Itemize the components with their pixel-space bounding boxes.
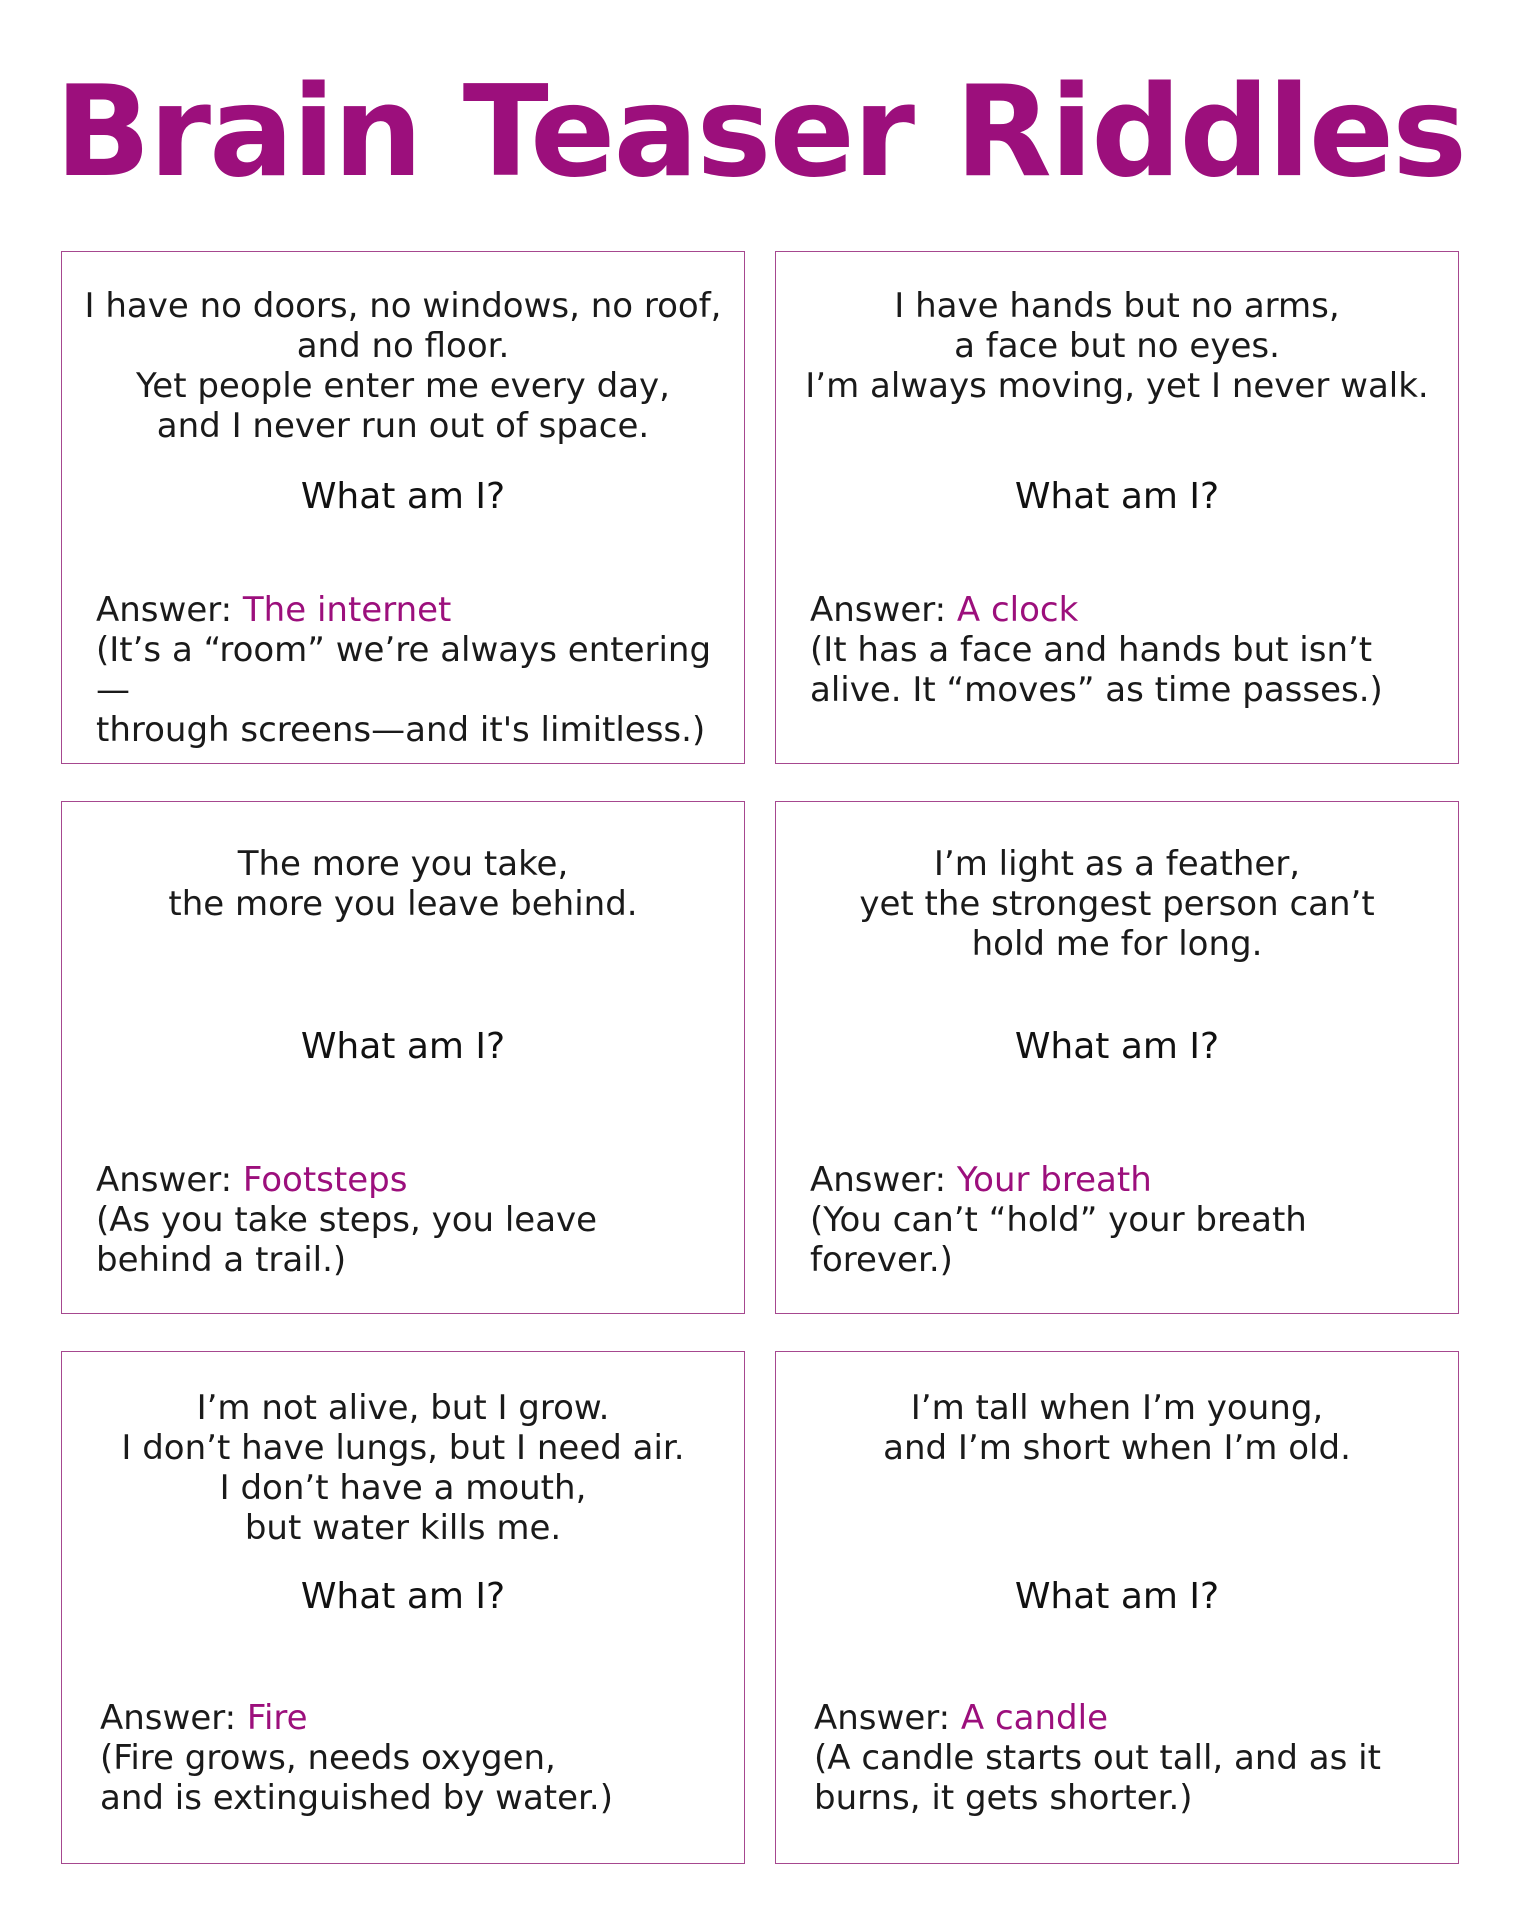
riddle-line: and I’m short when I’m old.: [883, 1428, 1351, 1468]
riddle-question: What am I?: [300, 1576, 506, 1617]
answer-line: [100, 1698, 724, 1738]
answer-block: [814, 1698, 1438, 1818]
answer-label: Answer:: [810, 590, 947, 630]
answer-block: [96, 590, 724, 750]
answer-explanation-line: behind a trail.): [96, 1240, 347, 1280]
riddle-line: I’m tall when I’m young,: [910, 1388, 1324, 1428]
riddle-line: the more you leave behind.: [168, 884, 638, 924]
riddle-line: hold me for long.: [971, 924, 1263, 964]
riddle-text: [78, 1388, 728, 1548]
riddle-text: [78, 844, 728, 924]
riddle-text: [792, 1388, 1442, 1468]
answer-explanation-line: (A candle starts out tall, and as it: [814, 1738, 1381, 1778]
riddle-text: [78, 286, 728, 446]
page-title: Brain Teaser Riddles: [54, 58, 1466, 205]
answer-block: [100, 1698, 724, 1818]
riddle-line: and no floor.: [296, 326, 510, 366]
riddle-question: What am I?: [300, 476, 506, 517]
riddle-line: yet the strongest person can’t: [859, 884, 1375, 924]
answer-explanation-line: (It has a face and hands but isn’t: [810, 630, 1373, 670]
riddle-line: a face but no eyes.: [954, 326, 1280, 366]
answer-label: Answer:: [96, 1160, 233, 1200]
riddle-card-footsteps: [61, 801, 745, 1314]
riddle-line: I’m not alive, but I grow.: [196, 1388, 610, 1428]
riddle-question: What am I?: [1014, 476, 1220, 517]
riddle-line: I don’t have lungs, but I need air.: [121, 1428, 685, 1468]
answer-explanation-line: forever.): [810, 1240, 953, 1280]
riddle-question: What am I?: [1014, 1576, 1220, 1617]
answer-explanation-line: burns, it gets shorter.): [814, 1778, 1193, 1818]
riddle-line: I don’t have a mouth,: [219, 1468, 587, 1508]
answer-line: [810, 1160, 1438, 1200]
riddle-question: What am I?: [300, 1026, 506, 1067]
riddle-card-fire: [61, 1351, 745, 1864]
riddle-line: I have hands but no arms,: [894, 286, 1340, 326]
answer-label: Answer:: [814, 1698, 951, 1738]
riddle-card-candle: [775, 1351, 1459, 1864]
answer-value: Fire: [246, 1698, 308, 1738]
answer-line: [814, 1698, 1438, 1738]
answer-block: [810, 1160, 1438, 1280]
answer-label: Answer:: [810, 1160, 947, 1200]
riddle-card-breath: [775, 801, 1459, 1314]
answer-line: [96, 590, 724, 630]
riddle-card-clock: [775, 251, 1459, 764]
answer-value: The internet: [242, 590, 452, 630]
answer-line: [810, 590, 1438, 630]
answer-block: [810, 590, 1438, 710]
answer-value: Your breath: [956, 1160, 1152, 1200]
answer-value: A candle: [960, 1698, 1108, 1738]
answer-block: [96, 1160, 724, 1280]
riddle-line: Yet people enter me every day,: [136, 366, 670, 406]
riddle-text: [792, 286, 1442, 406]
riddle-line: I’m always moving, yet I never walk.: [805, 366, 1429, 406]
answer-explanation-line: (It’s a “room” we’re always entering—: [96, 630, 712, 710]
answer-value: Footsteps: [242, 1160, 408, 1200]
riddle-question: What am I?: [1014, 1026, 1220, 1067]
answer-explanation-line: (As you take steps, you leave: [96, 1200, 598, 1240]
answer-explanation-line: (Fire grows, needs oxygen,: [100, 1738, 556, 1778]
riddle-line: I’m light as a feather,: [933, 844, 1301, 884]
answer-label: Answer:: [100, 1698, 237, 1738]
riddle-line: I have no doors, no windows, no roof,: [84, 286, 722, 326]
answer-line: [96, 1160, 724, 1200]
riddle-line: but water kills me.: [244, 1508, 562, 1548]
riddle-card-internet: [61, 251, 745, 764]
riddle-text: [792, 844, 1442, 964]
answer-value: A clock: [956, 590, 1079, 630]
answer-explanation-line: and is extinguished by water.): [100, 1778, 613, 1818]
answer-label: Answer:: [96, 590, 233, 630]
riddle-line: The more you take,: [237, 844, 569, 884]
answer-explanation-line: alive. It “moves” as time passes.): [810, 670, 1383, 710]
answer-explanation-line: through screens—and it's limitless.): [96, 710, 706, 750]
riddle-line: and I never run out of space.: [156, 406, 650, 446]
answer-explanation-line: (You can’t “hold” your breath: [810, 1200, 1307, 1240]
